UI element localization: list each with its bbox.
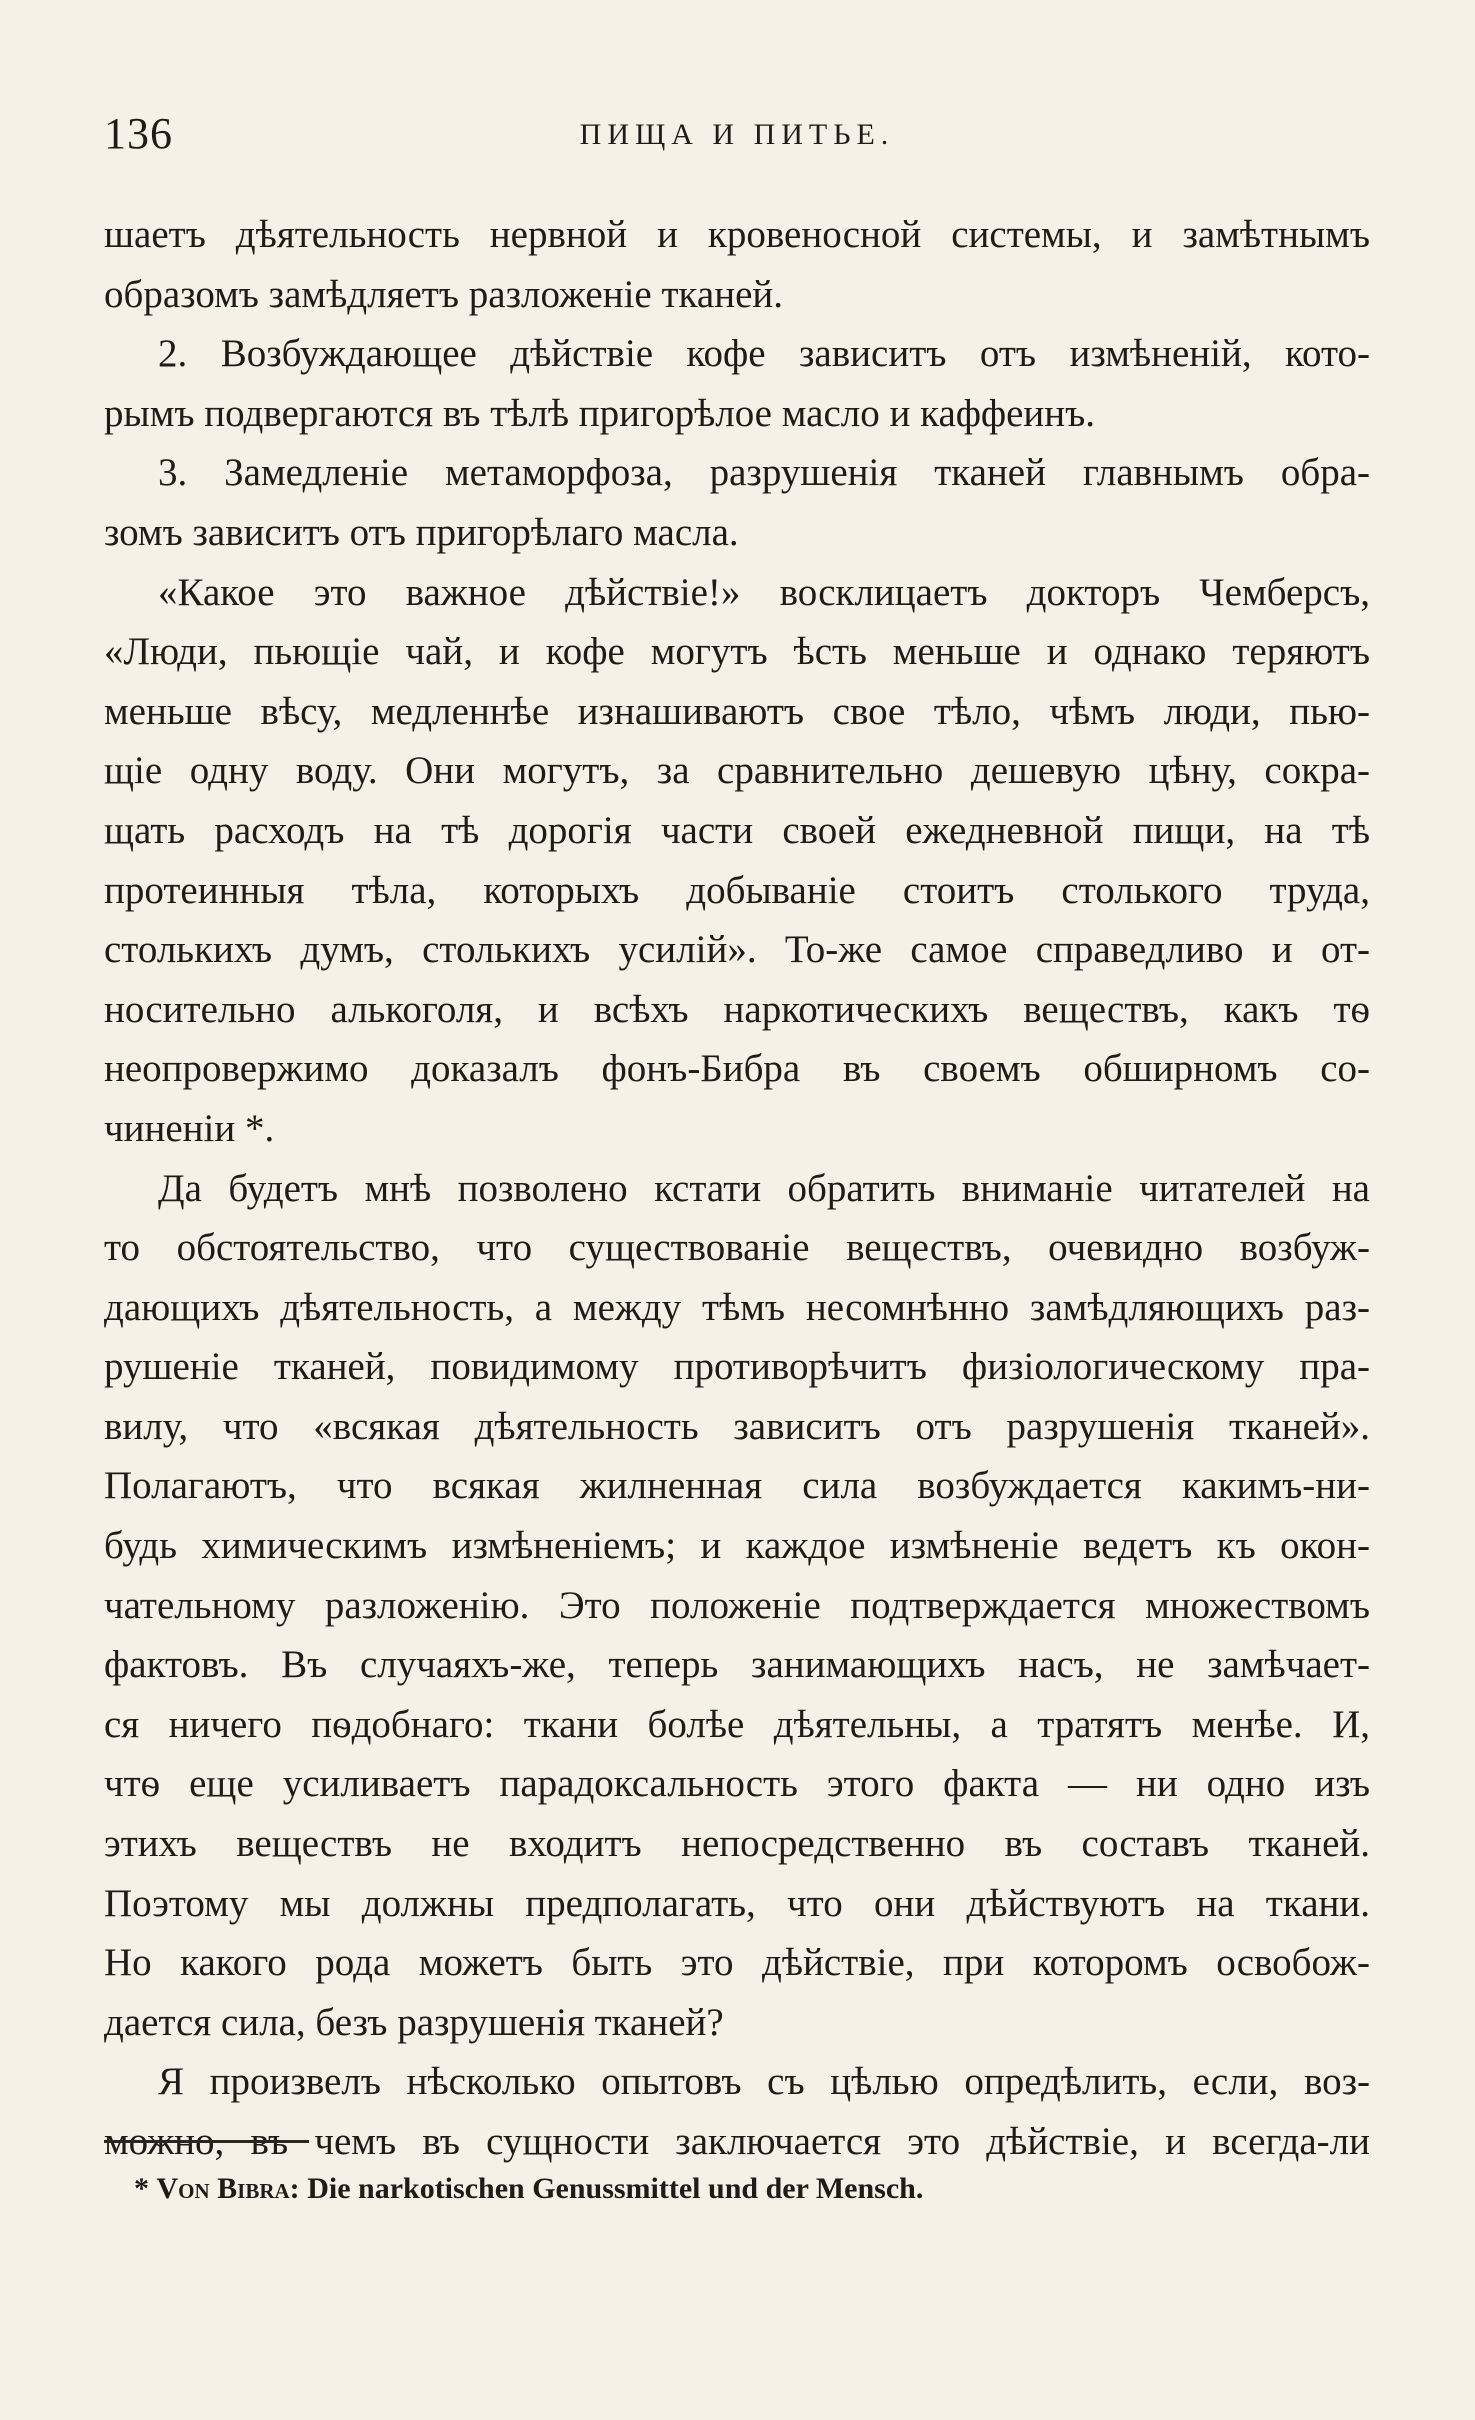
text-line: щіе одну воду. Они могутъ, за сравнительно дешевую цѣну, сокра- bbox=[104, 749, 1370, 793]
text-line: можно, въ чемъ въ сущности заключается это дѣйствіе, и всегда-ли bbox=[104, 2120, 1370, 2163]
text-line: Я произвелъ нѣсколько опытовъ съ цѣлью опредѣлить, если, воз- bbox=[158, 2060, 1370, 2104]
text-line: «Люди, пьющіе чай, и кофе могутъ ѣсть меньше и однако теряютъ bbox=[104, 630, 1370, 674]
footnote-author: Von Bibra: bbox=[156, 2172, 300, 2205]
text-line: зомъ зависитъ отъ пригорѣлаго масла. bbox=[104, 510, 739, 554]
text-line: образомъ замѣдляетъ разложеніе тканей. bbox=[104, 272, 783, 316]
text-line: рушеніе тканей, повидимому противорѣчитъ физіологическому пра- bbox=[104, 1345, 1370, 1389]
footnote bbox=[134, 2172, 923, 2206]
body-text bbox=[104, 205, 1370, 2172]
running-title: ПИЩА И ПИТЬЕ. bbox=[579, 118, 895, 151]
text-line: щать расходъ на тѣ дорогія части своей ежедневной пищи, на тѣ bbox=[104, 808, 1370, 852]
text-line: дающихъ дѣятельность, а между тѣмъ несомнѣнно замѣдляющихъ раз- bbox=[104, 1285, 1370, 1329]
text-line: будь химическимъ измѣненіемъ; и каждое измѣненіе ведетъ къ окон- bbox=[104, 1524, 1370, 1568]
text-line: столькихъ думъ, столькихъ усилій». То-же самое справедливо и от- bbox=[104, 928, 1370, 972]
text-line: ся ничего пѳдобнаго: ткани болѣе дѣятельны, а тратятъ менѣе. И, bbox=[104, 1702, 1370, 1746]
footnote-divider bbox=[104, 2140, 309, 2143]
text-line: 2. Возбуждающее дѣйствіе кофе зависитъ отъ измѣненій, кото- bbox=[158, 332, 1370, 376]
text-line: чательному разложенію. Это положеніе подтверждается множествомъ bbox=[104, 1583, 1370, 1627]
footnote-title: Die narkotischen Genussmittel und der Mensch. bbox=[307, 2172, 924, 2205]
text-line: Но какого рода можетъ быть это дѣйствіе, при которомъ освобож- bbox=[104, 1941, 1370, 1985]
text-line: дается сила, безъ разрушенія тканей? bbox=[104, 2000, 724, 2044]
page-number: 136 bbox=[104, 109, 173, 158]
text-line: фактовъ. Въ случаяхъ-же, теперь занимающихъ насъ, не замѣчает- bbox=[104, 1643, 1370, 1687]
text-line: неопровержимо доказалъ фонъ-Бибра въ своемъ обширномъ со- bbox=[104, 1047, 1370, 1091]
text-line: то обстоятельство, что существованіе веществъ, очевидно возбуж- bbox=[104, 1226, 1370, 1270]
text-line: носительно алькоголя, и всѣхъ наркотическихъ веществъ, какъ тѳ bbox=[104, 987, 1370, 1031]
page-header bbox=[104, 108, 1370, 168]
text-line: Полагаютъ, что всякая жилненная сила возбуждается какимъ-ни- bbox=[104, 1464, 1370, 1508]
text-line: вилу, что «всякая дѣятельность зависитъ отъ разрушенія тканей». bbox=[104, 1404, 1370, 1448]
text-line: «Какое это важное дѣйствіе!» восклицаетъ докторъ Чемберсъ, bbox=[158, 570, 1370, 614]
text-line: рымъ подвергаются въ тѣлѣ пригорѣлое масло и каффеинъ. bbox=[104, 391, 1096, 435]
text-line: протеинныя тѣла, которыхъ добываніе стоитъ столького труда, bbox=[104, 868, 1370, 912]
text-line: Поэтому мы должны предполагать, что они дѣйствуютъ на ткани. bbox=[104, 1881, 1370, 1925]
text-line: Да будетъ мнѣ позволено кстати обратить вниманіе читателей на bbox=[158, 1166, 1370, 1210]
text-line: шаетъ дѣятельность нервной и кровеносной системы, и замѣтнымъ bbox=[104, 213, 1370, 256]
text-line: меньше вѣсу, медленнѣе изнашиваютъ свое тѣло, чѣмъ люди, пью- bbox=[104, 689, 1370, 733]
text-line: чтѳ еще усиливаетъ парадоксальность этого факта — ни одно изъ bbox=[104, 1762, 1370, 1806]
text-line: чиненіи *. bbox=[104, 1106, 275, 1150]
text-line: этихъ веществъ не входитъ непосредственно въ составъ тканей. bbox=[104, 1822, 1370, 1866]
footnote-marker: * bbox=[134, 2172, 149, 2205]
text-line: 3. Замедленіе метаморфоза, разрушенія тканей главнымъ обра- bbox=[158, 451, 1370, 495]
